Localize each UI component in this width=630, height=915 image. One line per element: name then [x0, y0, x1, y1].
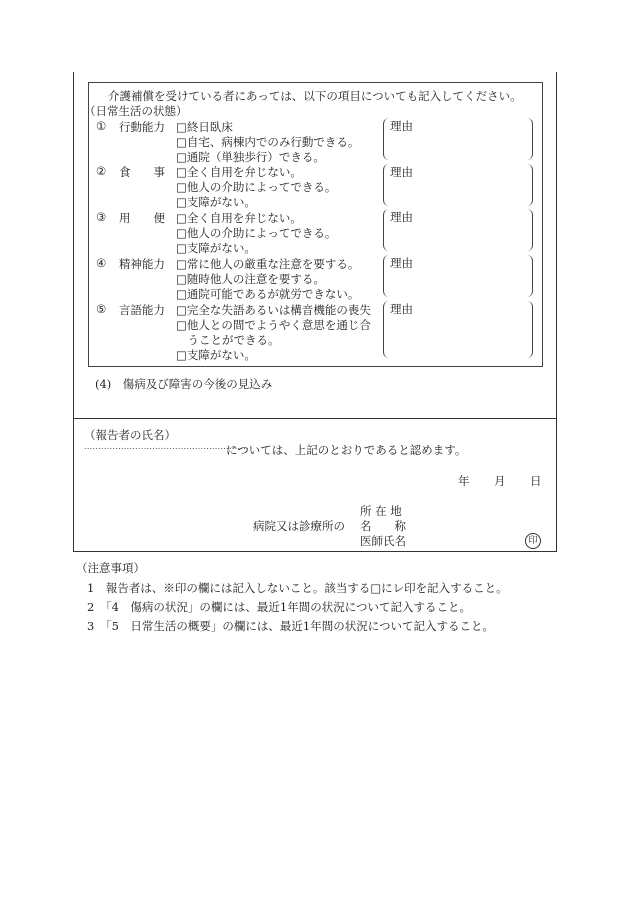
reason-label: 理由 [390, 165, 413, 179]
reporter-name-field[interactable]: .......................................................... [84, 442, 249, 451]
reason-bracket [383, 118, 533, 160]
address-label: 所 在 地 [360, 504, 402, 518]
reason-label: 理由 [390, 119, 413, 133]
reason-label: 理由 [390, 256, 413, 270]
item-label: 用 便 [119, 211, 165, 225]
section-intro: 介護補償を受けている者にあっては、以下の項目についても記入してください。 [108, 89, 522, 103]
outer-frame-bottom [73, 551, 557, 552]
option-checkbox[interactable]: □支障がない。 [176, 348, 256, 362]
name-label: 名 称 [360, 519, 406, 533]
item-number: ② [96, 164, 107, 178]
outer-frame-left [73, 72, 74, 552]
divider-line [73, 418, 557, 419]
option-checkbox[interactable]: □通院可能であるが就労できない。 [176, 287, 360, 301]
option-checkbox[interactable]: □自宅、病棟内でのみ行動できる。 [176, 135, 360, 149]
item-number: ① [96, 119, 107, 133]
reporter-label: （報告者の氏名） [84, 428, 176, 442]
prognosis-label: (4) 傷病及び障害の今後の見込み [95, 377, 273, 391]
item-label: 食 事 [119, 165, 165, 179]
reason-bracket [383, 301, 533, 358]
option-checkbox[interactable]: □全く自用を弁じない。 [176, 211, 302, 225]
item-label: 言語能力 [119, 303, 165, 317]
option-checkbox[interactable]: □支障がない。 [176, 195, 256, 209]
option-continuation: うことができる。 [176, 333, 280, 347]
reason-bracket [383, 164, 533, 206]
seal-icon: 印 [525, 533, 541, 549]
option-checkbox[interactable]: □他人の介助によってできる。 [176, 180, 337, 194]
date-month: 月 [494, 474, 506, 488]
option-checkbox[interactable]: □全く自用を弁じない。 [176, 165, 302, 179]
option-checkbox[interactable]: □支障がない。 [176, 241, 256, 255]
item-label: 精神能力 [119, 257, 165, 271]
notes-heading: （注意事項） [76, 561, 145, 575]
date-day: 日 [530, 474, 542, 488]
note-item: 1 報告者は、※印の欄には記入しないこと。該当する□にレ印を記入すること。 [87, 581, 508, 595]
item-number: ③ [96, 210, 107, 224]
option-checkbox[interactable]: □随時他人の注意を要する。 [176, 272, 325, 286]
note-item: 3 「5 日常生活の概要」の欄には、最近1年間の状況について記入すること。 [87, 619, 494, 633]
outer-frame-right [556, 72, 557, 552]
certify-text: については、上記のとおりであると認めます。 [226, 443, 467, 457]
option-checkbox[interactable]: □他人との間でようやく意思を通じ合 [176, 318, 371, 332]
reason-label: 理由 [390, 302, 413, 316]
reason-label: 理由 [390, 210, 413, 224]
option-checkbox[interactable]: □完全な失語あるいは構音機能の喪失 [176, 303, 371, 317]
doctor-label: 医師氏名 [360, 534, 406, 548]
item-label: 行動能力 [119, 120, 165, 134]
option-checkbox[interactable]: □終日臥床 [176, 120, 233, 134]
note-item: 2 「4 傷病の状況」の欄には、最近1年間の状況について記入すること。 [87, 600, 471, 614]
reason-bracket [383, 255, 533, 297]
item-number: ④ [96, 256, 107, 270]
section-heading: （日常生活の状態） [84, 104, 188, 118]
date-year: 年 [458, 474, 470, 488]
hospital-label: 病院又は診療所の [253, 519, 345, 533]
item-number: ⑤ [96, 302, 107, 316]
option-checkbox[interactable]: □常に他人の厳重な注意を要する。 [176, 257, 360, 271]
option-checkbox[interactable]: □通院（単独歩行）できる。 [176, 150, 325, 164]
option-checkbox[interactable]: □他人の介助によってできる。 [176, 226, 337, 240]
reason-bracket [383, 209, 533, 251]
